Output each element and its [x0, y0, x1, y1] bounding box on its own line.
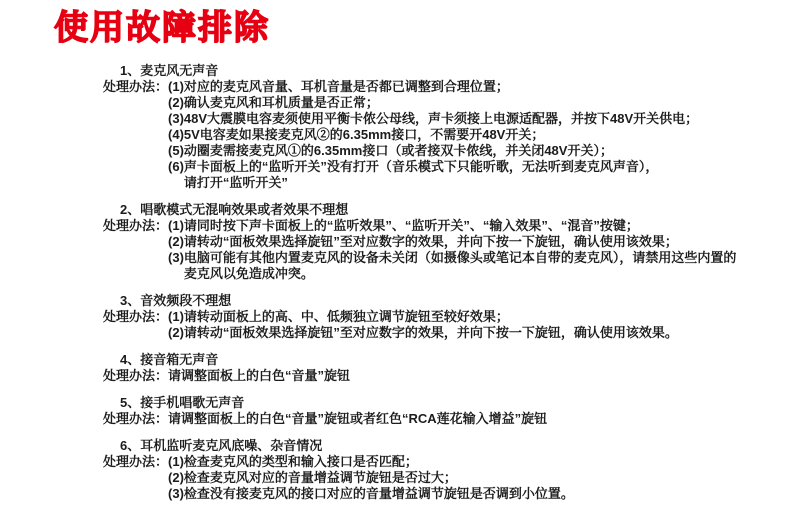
step-text-continued: 请打开“监听开关”: [183, 175, 288, 190]
section-heading: 1、麦克风无声音: [120, 63, 219, 78]
step-text: 声卡面板上的“监听开关”没有打开（音乐模式下只能听歌，无法听到麦克风声音），: [183, 159, 659, 174]
step-number: (4): [168, 127, 184, 142]
step-item: [168, 470, 736, 486]
step-number: (2): [168, 325, 184, 340]
method-label: 处理办法：: [103, 411, 169, 426]
step-item: [168, 486, 736, 502]
step-number: (5): [168, 143, 184, 158]
method-row: [103, 309, 736, 341]
steps-list: [168, 309, 736, 341]
step-item: [168, 127, 736, 143]
step-number: (2): [168, 234, 184, 249]
step-text: 5V电容麦如果接麦克风②的6.35mm接口，不需要开48V开关；: [183, 127, 545, 142]
step-text: 检查麦克风对应的音量增益调节旋钮是否过大；: [183, 470, 457, 485]
step-item: [168, 411, 736, 427]
step-body: [184, 250, 737, 282]
step-body: [184, 127, 544, 143]
step-text-continued: 麦克风以免造成冲突。: [183, 266, 314, 281]
method-label: 处理办法：: [103, 368, 169, 383]
section-4: [103, 352, 736, 384]
section-6: [103, 438, 736, 502]
section-heading: 6、耳机监听麦克风底噪、杂音情况: [120, 438, 323, 453]
method-row: [103, 218, 736, 282]
step-body: [184, 234, 678, 250]
step-text: 对应的麦克风音量、耳机音量是否都已调整到合理位置；: [183, 79, 509, 94]
step-item: [168, 234, 736, 250]
steps-list: [168, 411, 736, 427]
steps-list: [168, 368, 736, 384]
step-body: [184, 79, 509, 95]
step-item: [168, 95, 736, 111]
step-number: (1): [168, 454, 184, 469]
step-text: 请转动面板上的高、中、低频独立调节旋钮至较好效果；: [183, 309, 509, 324]
step-number: (1): [168, 218, 184, 233]
step-body: [184, 143, 613, 159]
method-row: [103, 368, 736, 384]
section-3: [103, 293, 736, 341]
step-number: (2): [168, 95, 184, 110]
section-1: [103, 63, 736, 191]
step-body: [184, 470, 457, 486]
step-text: 电脑可能有其他内置麦克风的设备未关闭（如摄像头或笔记本自带的麦克风），请禁用这些内置的: [183, 250, 737, 265]
step-item: [168, 218, 736, 234]
step-item: [168, 309, 736, 325]
step-item: [168, 143, 736, 159]
step-body: [184, 218, 639, 234]
step-text: 请转动“面板效果选择旋钮”至对应数字的效果，并向下按一下旋钮，确认使用该效果；: [183, 234, 678, 249]
step-text: 确认麦克风和耳机质量是否正常；: [183, 95, 379, 110]
step-number: (1): [168, 309, 184, 324]
step-text: 检查麦克风的类型和输入接口是否匹配；: [183, 454, 418, 469]
troubleshooting-content: [103, 63, 736, 502]
step-body: [184, 95, 379, 111]
step-text: 请调整面板上的白色“音量”旋钮或者红色“RCA莲花输入增益”旋钮: [168, 411, 548, 426]
step-number: (2): [168, 470, 184, 485]
step-body: [184, 325, 678, 341]
step-item: [168, 111, 736, 127]
method-label: 处理办法：: [103, 309, 169, 324]
page-title: 使用故障排除: [54, 9, 270, 47]
method-label: 处理办法：: [103, 454, 169, 469]
step-number: (6): [168, 159, 184, 174]
step-text: 检查没有接麦克风的接口对应的音量增益调节旋钮是否调到小位置。: [183, 486, 574, 501]
step-item: [168, 79, 736, 95]
method-row: [103, 411, 736, 427]
step-number: (3): [168, 486, 184, 501]
section-heading: 2、唱歌模式无混响效果或者效果不理想: [120, 202, 349, 217]
section-2: [103, 202, 736, 282]
step-text: 动圈麦需接麦克风①的6.35mm接口（或者接双卡侬线，并关闭48V开关）；: [183, 143, 613, 158]
step-body: [184, 309, 509, 325]
step-body: [184, 454, 418, 470]
steps-list: [168, 79, 736, 191]
step-item: [168, 250, 736, 282]
method-label: 处理办法：: [103, 218, 169, 233]
step-body: [168, 368, 350, 384]
step-number: (3): [168, 250, 184, 265]
step-text: 请同时按下声卡面板上的“监听效果”、“监听开关”、“输入效果”、“混音”按键；: [183, 218, 639, 233]
step-body: [184, 159, 659, 191]
step-item: [168, 159, 736, 191]
section-5: [103, 395, 736, 427]
step-item: [168, 325, 736, 341]
method-row: [103, 454, 736, 502]
step-body: [184, 111, 698, 127]
method-row: [103, 79, 736, 191]
section-heading: 3、音效频段不理想: [120, 293, 232, 308]
section-heading: 4、接音箱无声音: [120, 352, 219, 367]
method-label: 处理办法：: [103, 79, 169, 94]
step-text: 请调整面板上的白色“音量”旋钮: [168, 368, 351, 383]
section-heading: 5、接手机唱歌无声音: [120, 395, 245, 410]
step-text: 请转动“面板效果选择旋钮”至对应数字的效果，并向下按一下旋钮，确认使用该效果。: [183, 325, 678, 340]
step-number: (1): [168, 79, 184, 94]
step-number: (3): [168, 111, 184, 126]
step-text: 48V大震膜电容麦须使用平衡卡侬公母线，声卡须接上电源适配器，并按下48V开关供电；: [183, 111, 699, 126]
steps-list: [168, 454, 736, 502]
step-body: [168, 411, 547, 427]
step-item: [168, 368, 736, 384]
steps-list: [168, 218, 736, 282]
step-item: [168, 454, 736, 470]
step-body: [184, 486, 574, 502]
